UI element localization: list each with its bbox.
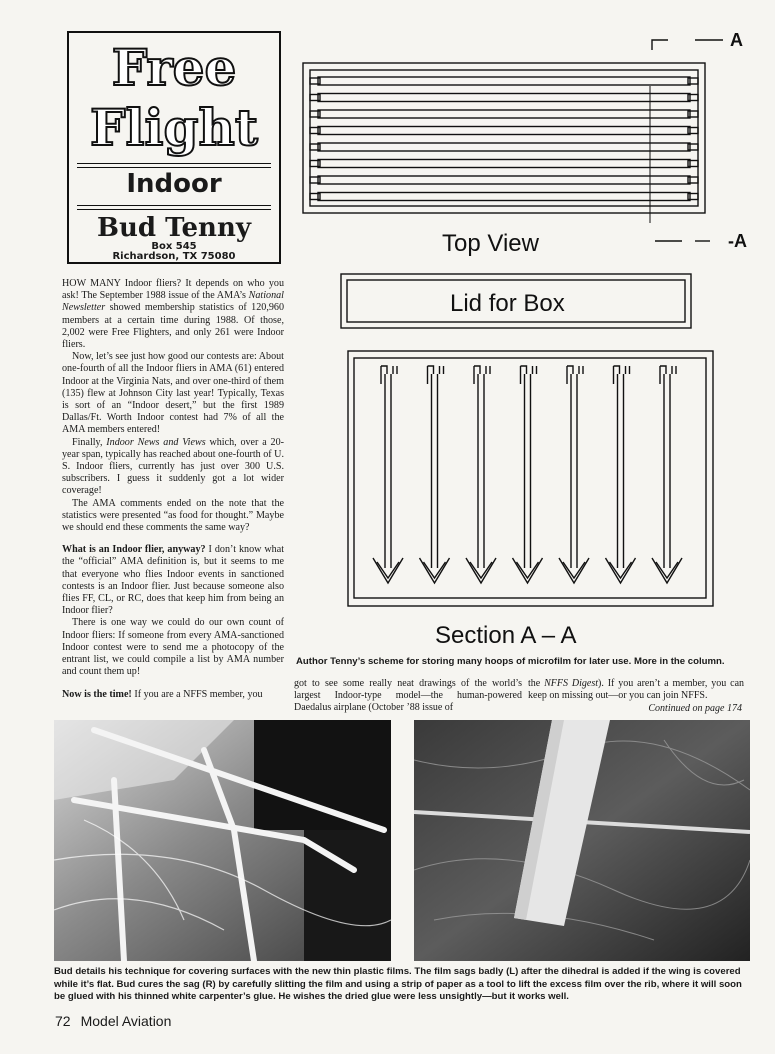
hoop-section (606, 366, 636, 583)
continued-note: Continued on page 174 (648, 703, 742, 714)
magazine-name: Model Aviation (80, 1013, 172, 1029)
hoop-strip (318, 77, 690, 85)
photo-film-sag (54, 720, 391, 961)
paragraph: There is one way we could do our own count of Indoor fliers: If someone from every AMA-sanctioned Indoor contest were to send me a photocopy of the entrant list, we could compile a list by AMA number and count them up! (62, 617, 284, 678)
title-box (67, 31, 281, 264)
divider (77, 163, 271, 164)
article-column-3: the NFFS Digest). If you aren’t a member, you can keep on missing out—or you can join NFFS. (528, 678, 745, 701)
author-address-line2: Richardson, TX 75080 (112, 251, 236, 262)
photo-film-slit (414, 720, 750, 961)
hoop-section (420, 366, 450, 583)
lid-label: Lid for Box (450, 290, 565, 317)
paragraph: Now, let’s see just how good our contests are: About one-fourth of all the Indoor fliers in AMA (61) entered Indoor at the Virginia Nats, and over one-third of them (135) flew at Johnson City last year! Typically, Texas is sort of an “Indoor desert,” but the first 1989 Dallas/Ft. Worth Indoor contest had 7% of all the AMA members entered! (62, 351, 284, 436)
hoop-section (466, 366, 496, 583)
hoop-section (559, 366, 589, 583)
article-column-1 (62, 278, 284, 701)
hoop-section (513, 366, 543, 583)
section-title: Indoor (126, 169, 222, 199)
author-name: Bud Tenny (97, 213, 251, 243)
page-number: 72 (55, 1013, 71, 1029)
paragraph: What is an Indoor flier, anyway? I don’t know what the “official” AMA definition is, but it seems to me that everyone who flies Indoor events in sanctioned contests is an Indoor flier. Just because someone also flies FF, CL, or RC, does that keep him from being an Indoor flier? (62, 544, 284, 617)
top-view-inner-box (310, 70, 698, 206)
paragraph: Finally, Indoor News and Views which, over a 20-year span, typically has reached about one-fourth of U. S. Indoor fliers, currently has just over 300 U.S. subscribers. I guess it suddenly got a lot wider coverage! (62, 436, 284, 497)
top-view-hoop-strips (310, 77, 698, 201)
hoop-strip (318, 193, 690, 201)
section-marker-label-bottom: -A (728, 231, 747, 251)
photo-caption: Bud details his technique for covering surfaces with the new thin plastic films. The film sags badly (L) after the dihedral is added if the wing is covered while it’s flat. Bud cures the sag (R) by carefully slitting the film and using a strip of paper as a tool to lift the excess film over the rib, where it will soon be glued with his thinned white carpenter’s glue. He wishes the dried glue were less unsightly—but it works well. (54, 966, 742, 1002)
hoop-strip (318, 94, 690, 102)
section-marker-top (652, 40, 668, 50)
paragraph: The AMA comments ended on the note that the statistics were presented “as food for thought.” Maybe we should end these comments the same way? (62, 497, 284, 534)
hoop-strip (318, 176, 690, 184)
paragraph: HOW MANY Indoor fliers? It depends on who you ask! The September 1988 issue of the AMA’s National Newsletter showed membership statistics of 120,960 members at a certain time during 1988. Of those, 2,002 were Free Flighters, and only 261 were Indoor fliers. (62, 278, 284, 351)
divider (77, 209, 271, 210)
section-marker-label-top: A (730, 30, 743, 50)
section-hoops (373, 366, 682, 583)
title-free: Free (111, 38, 237, 97)
article-column-2: got to see some really neat drawings of the world’s largest Indoor-type model—the human-powered Daedalus airplane (October ’88 issue of (294, 678, 522, 713)
hoop-strip (318, 127, 690, 135)
hoop-strip (318, 143, 690, 151)
storage-box-diagram (290, 28, 760, 668)
hoop-section (652, 366, 682, 583)
paragraph: Now is the time! If you are a NFFS member, you (62, 688, 263, 700)
title-flight: Flight (90, 98, 258, 157)
author-address-line1: Box 545 (151, 241, 197, 252)
diagram-drawing (290, 28, 760, 668)
hoop-strip (318, 110, 690, 118)
figure-caption: Author Tenny’s scheme for storing many hoops of microfilm for later use. More in the column. (296, 656, 725, 667)
page-footer (55, 1013, 181, 1029)
hoop-strip (318, 160, 690, 168)
section-label: Section A – A (435, 622, 577, 649)
top-view-label: Top View (442, 230, 539, 257)
divider (77, 205, 271, 206)
divider (77, 167, 271, 168)
hoop-section (373, 366, 403, 583)
